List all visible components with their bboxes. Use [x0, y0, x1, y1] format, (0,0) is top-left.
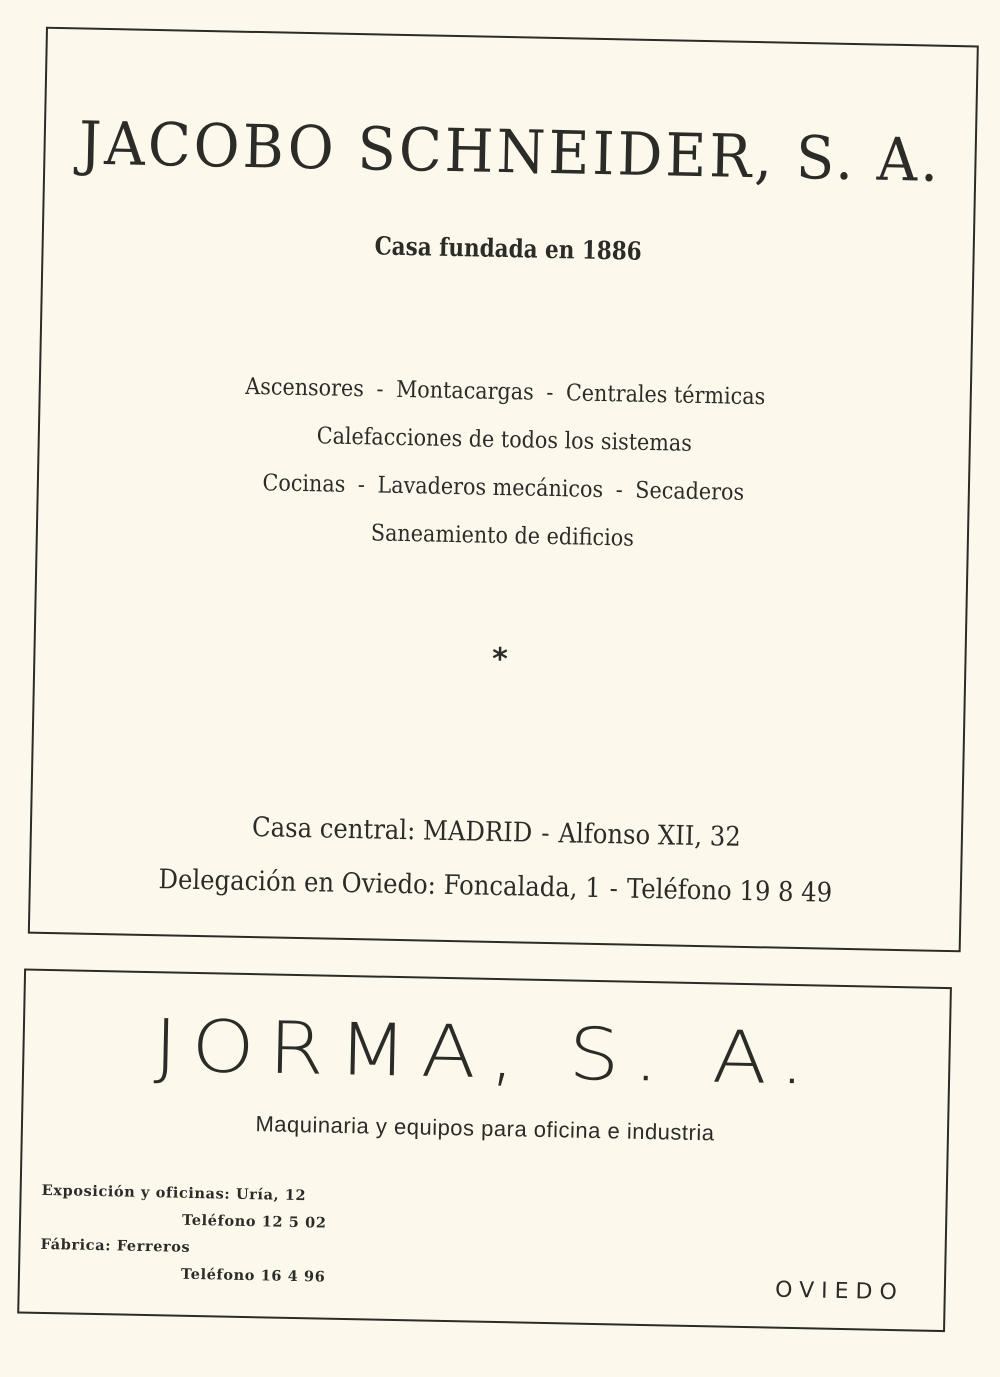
branch-phone: 19 8 49: [739, 875, 833, 909]
showroom-phone-label: Teléfono: [181, 1211, 257, 1231]
separator-dash: -: [357, 472, 366, 499]
schneider-services-list: [84, 360, 924, 569]
showroom-label: Exposición y oficinas:: [41, 1181, 231, 1203]
factory-phone-line: [40, 1258, 326, 1291]
schneider-addresses: [77, 798, 915, 923]
branch-phone-label: Teléfono: [626, 873, 732, 907]
head-office-city: MADRID: [422, 815, 533, 849]
factory-label: Fábrica:: [40, 1235, 112, 1255]
service-item: Ascensores: [245, 373, 365, 403]
branch-label: Delegación en Oviedo:: [158, 864, 437, 901]
jorma-company-name: JORMA, S. A.: [153, 1003, 820, 1101]
separator-dash: -: [546, 379, 554, 407]
separator-dash: -: [609, 873, 619, 905]
service-item: Lavaderos mecánicos: [377, 472, 604, 504]
service-item: Saneamiento de edificios: [370, 520, 635, 552]
service-item: Calefacciones de todos los sistemas: [316, 423, 693, 457]
factory-address: Ferreros: [116, 1237, 191, 1256]
separator-dash: -: [540, 817, 550, 850]
schneider-advertisement: [28, 27, 979, 953]
showroom-line: [41, 1177, 327, 1210]
head-office-label: Casa central:: [251, 812, 416, 847]
separator-dash: -: [615, 477, 623, 504]
showroom-address: Uría, 12: [235, 1185, 307, 1205]
separator-dash: -: [376, 376, 384, 403]
branch-address: Foncalada, 1: [443, 869, 602, 905]
service-item: Secaderos: [635, 477, 745, 506]
jorma-advertisement: [17, 969, 952, 1333]
schneider-company-name: JACOBO SCHNEIDER, S. A.: [78, 109, 942, 196]
schneider-founded-line: Casa fundada en 1886: [374, 231, 642, 266]
factory-phone: 16 4 96: [260, 1267, 326, 1286]
service-item: Montacargas: [395, 376, 535, 406]
service-item: Cocinas: [262, 470, 346, 498]
jorma-city: OVIEDO: [774, 1277, 905, 1306]
jorma-contact-block: [40, 1177, 328, 1291]
service-item: Centrales térmicas: [565, 380, 766, 411]
jorma-tagline: Maquinaria y equipos para oficina e industria: [255, 1111, 715, 1146]
head-office-address: Alfonso XII, 32: [558, 818, 742, 853]
factory-phone-label: Teléfono: [180, 1265, 256, 1285]
showroom-phone: 12 5 02: [261, 1213, 327, 1232]
factory-line: [40, 1231, 326, 1264]
asterisk-ornament-icon: *: [491, 641, 509, 678]
